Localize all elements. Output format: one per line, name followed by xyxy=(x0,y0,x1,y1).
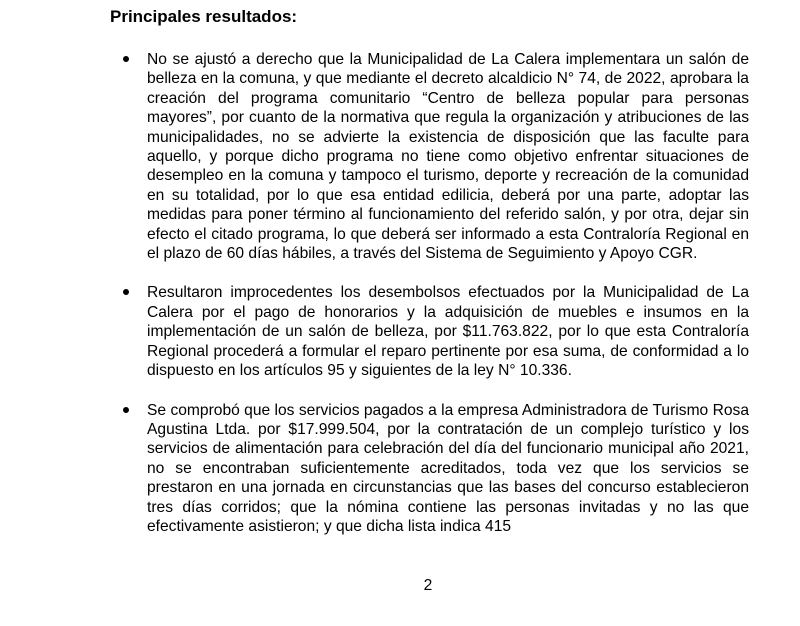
bullet-icon xyxy=(123,289,129,295)
result-text: Se comprobó que los servicios pagados a la empresa Administradora de Turismo Rosa Agustina Ltda. por $17.999.504, por la contratación de un complejo turístico y los servicios de alimentación para celebración del día del funcionario municipal año 2021, no se encontraban suficientemente acreditados, toda vez que los servicios se prestaron en una jornada en circunstancias que las bases del concurso establecieron tres días corridos; que la nómina contiene las personas invitadas y no las que efectivamente asistieron; y que dicha lista indica 415 xyxy=(147,401,749,535)
bullet-icon xyxy=(123,56,129,62)
section-heading: Principales resultados: xyxy=(110,7,298,26)
result-item-1 xyxy=(0,50,800,263)
result-item-2 xyxy=(0,283,800,380)
bullet-icon xyxy=(123,407,129,413)
result-item-3 xyxy=(0,401,800,537)
result-text: No se ajustó a derecho que la Municipalidad de La Calera implementara un salón de belleza en la comuna, y que mediante el decreto alcaldicio N° 74, de 2022, aprobara la creación del programa comunitario “Centro de belleza popular para personas mayores”, por cuanto de la normativa que regula la organización y atribuciones de las municipalidades, no se advierte la existencia de disposición que las faculte para aquello, y porque dicho programa no tiene como objetivo enfrentar situaciones de desempleo en la comuna y tampoco el turismo, deporte y recreación de la comunidad en su totalidad, por lo que esa entidad edilicia, deberá por una parte, adoptar las medidas para poner término al funcionamiento del referido salón, y por otra, dejar sin efecto el citado programa, lo que deberá ser informado a esta Contraloría Regional en el plazo de 60 días hábiles, a través del Sistema de Seguimiento y Apoyo CGR. xyxy=(147,51,749,263)
page-number: 2 xyxy=(423,577,433,594)
result-text: Resultaron improcedentes los desembolsos efectuados por la Municipalidad de La Calera por el pago de honorarios y la adquisición de muebles e insumos en la implementación de un salón de belleza, por $11.763.822, por lo que esta Contraloría Regional procederá a formular el reparo pertinente por esa suma, de conformidad a lo dispuesto en los artículos 95 y siguientes de la ley N° 10.336. xyxy=(147,284,749,380)
results-list xyxy=(0,50,800,556)
